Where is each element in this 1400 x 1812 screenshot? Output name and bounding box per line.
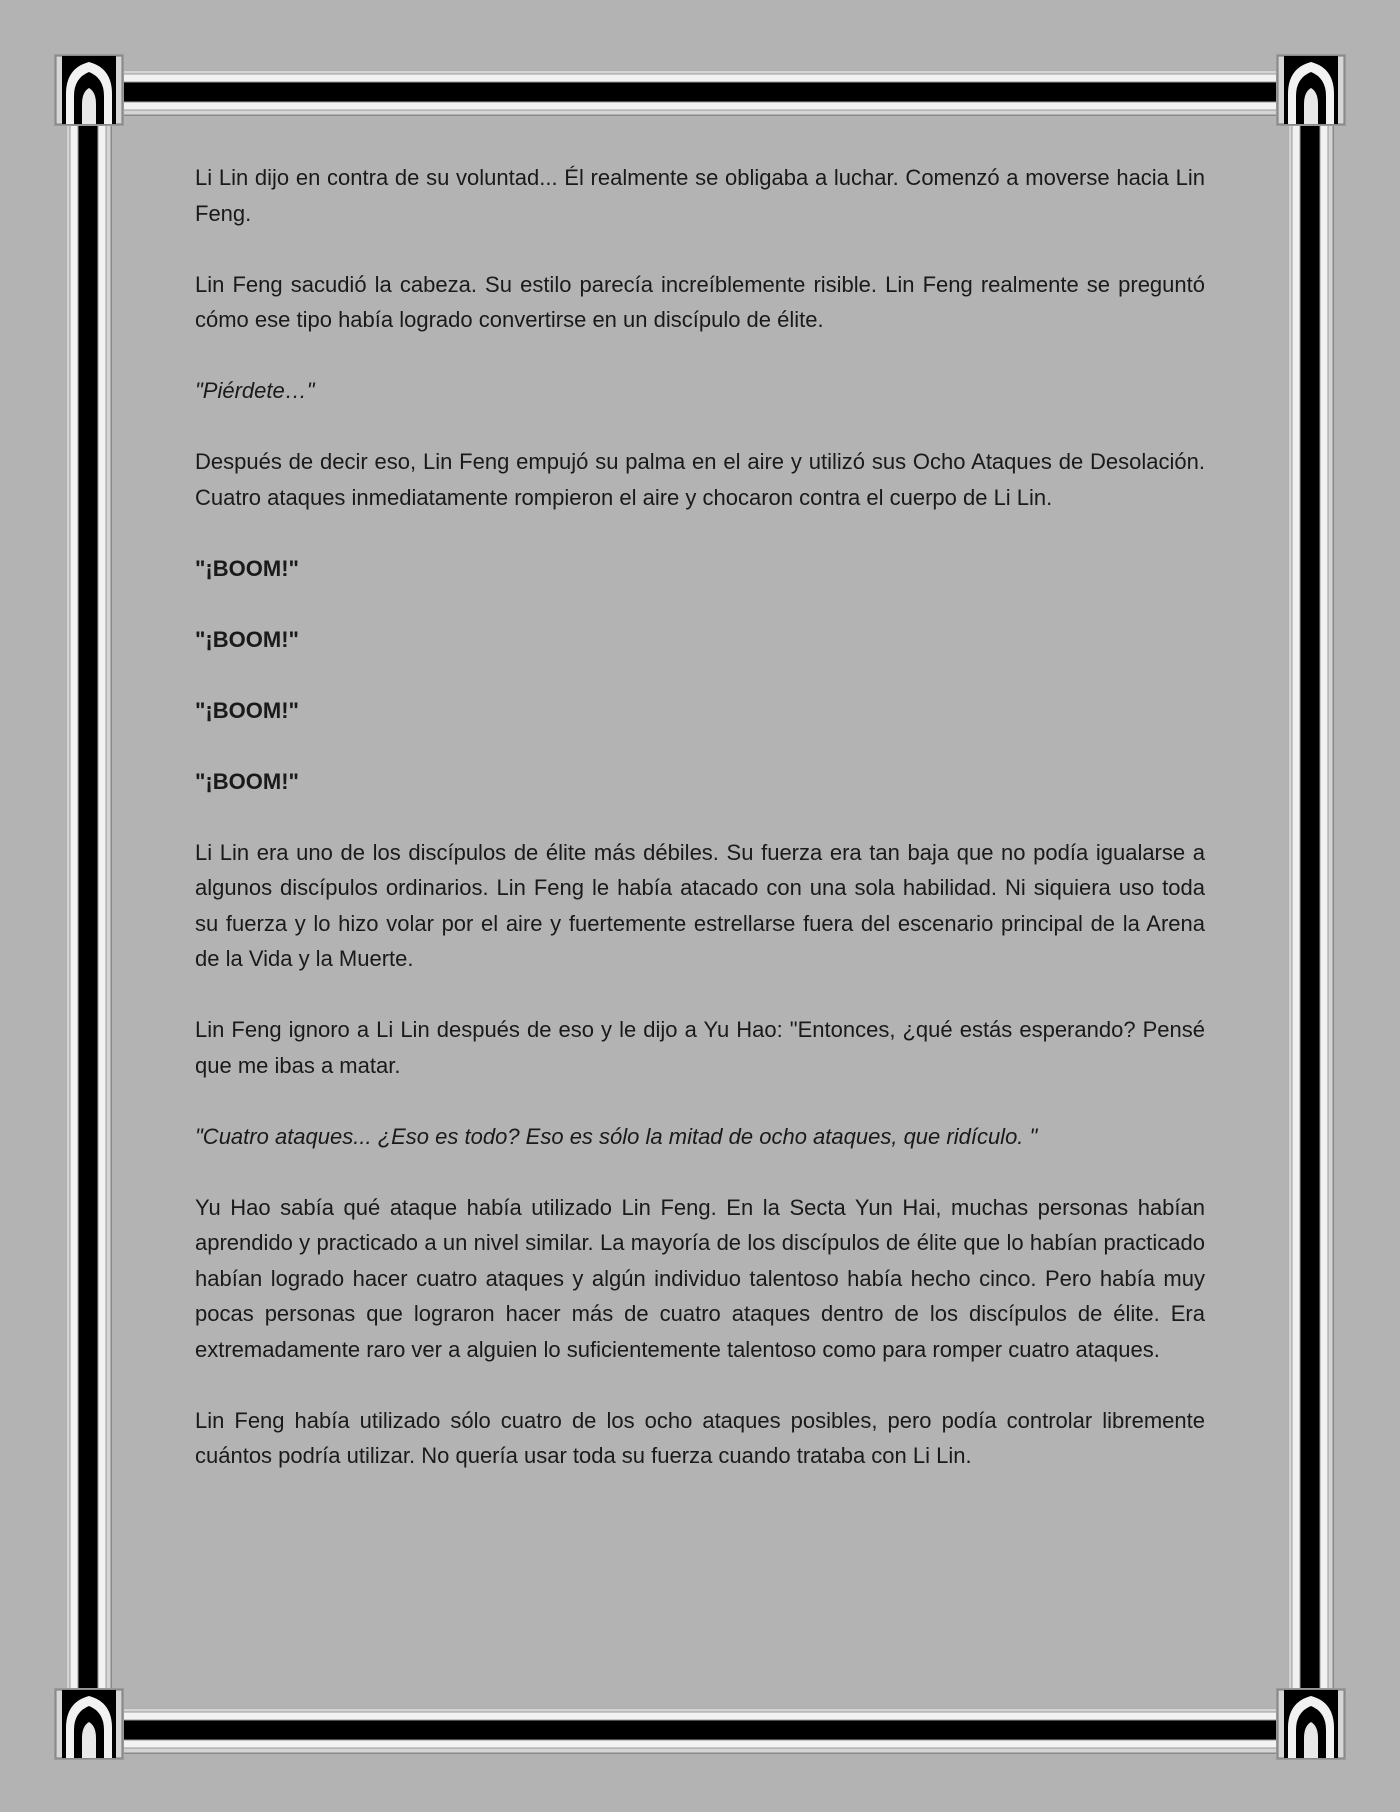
paragraph: Li Lin dijo en contra de su voluntad... Él realmente se obligaba a luchar. Comenzó a moverse hacia Lin Feng. bbox=[195, 165, 1205, 226]
frame-right-bar bbox=[1288, 112, 1334, 1700]
frame-left-bar bbox=[66, 112, 112, 1700]
paragraph: Lin Feng había utilizado sólo cuatro de los ocho ataques posibles, pero podía controlar libremente cuántos podría utilizar. No quería usar toda su fuerza cuando trataba con Li Lin. bbox=[195, 1407, 1205, 1468]
paragraph-italic: "Cuatro ataques... ¿Eso es todo? Eso es sólo la mitad de ocho ataques, que ridículo. " bbox=[195, 1123, 1038, 1149]
paragraph: Lin Feng ignoro a Li Lin después de eso y le dijo a Yu Hao: "Entonces, ¿qué estás esperando? Pensé que me ibas a matar. bbox=[195, 1017, 1205, 1078]
frame-corner-top-right-icon bbox=[1276, 54, 1346, 126]
paragraph: Yu Hao sabía qué ataque había utilizado Lin Feng. En la Secta Yun Hai, muchas personas habían aprendido y practicado a un nivel similar. La mayoría de los discípulos de élite que lo habían practicado habían logrado hacer cuatro ataques y algún individuo talentoso había hecho cinco. Pero había muy pocas personas que lograron hacer más de cuatro ataques dentro de los discípulos de élite. Era extremadamente raro ver a alguien lo suficientemente talentoso como para romper cuatro ataques. bbox=[195, 1194, 1205, 1362]
paragraph-bold: "¡BOOM!" bbox=[195, 768, 299, 794]
paragraph: Después de decir eso, Lin Feng empujó su palma en el aire y utilizó sus Ocho Ataques de Desolación. Cuatro ataques inmediatamente rompieron el aire y chocaron contra el cuerpo de Li Lin. bbox=[195, 449, 1205, 510]
frame-top-bar bbox=[112, 70, 1288, 116]
paragraph: Li Lin era uno de los discípulos de élite más débiles. Su fuerza era tan baja que no podía igualarse a algunos discípulos ordinarios. Lin Feng le había atacado con una sola habilidad. Ni siquiera uso toda su fuerza y lo hizo volar por el aire y fuertemente estrellarse fuera del escenario principal de la Arena de la Vida y la Muerte. bbox=[195, 839, 1205, 971]
document-body bbox=[195, 160, 1205, 1509]
paragraph-bold: "¡BOOM!" bbox=[195, 555, 299, 581]
paragraph-italic: "Piérdete…" bbox=[195, 378, 315, 403]
frame-corner-top-left-icon bbox=[54, 54, 124, 126]
paragraph: Lin Feng sacudió la cabeza. Su estilo parecía increíblemente risible. Lin Feng realmente se preguntó cómo ese tipo había logrado convertirse en un discípulo de élite. bbox=[195, 271, 1205, 332]
frame-corner-bottom-left-icon bbox=[54, 1688, 124, 1760]
paragraph-bold: "¡BOOM!" bbox=[195, 626, 299, 652]
frame-bottom-bar bbox=[112, 1708, 1288, 1754]
paragraph-bold: "¡BOOM!" bbox=[195, 697, 299, 723]
frame-corner-bottom-right-icon bbox=[1276, 1688, 1346, 1760]
